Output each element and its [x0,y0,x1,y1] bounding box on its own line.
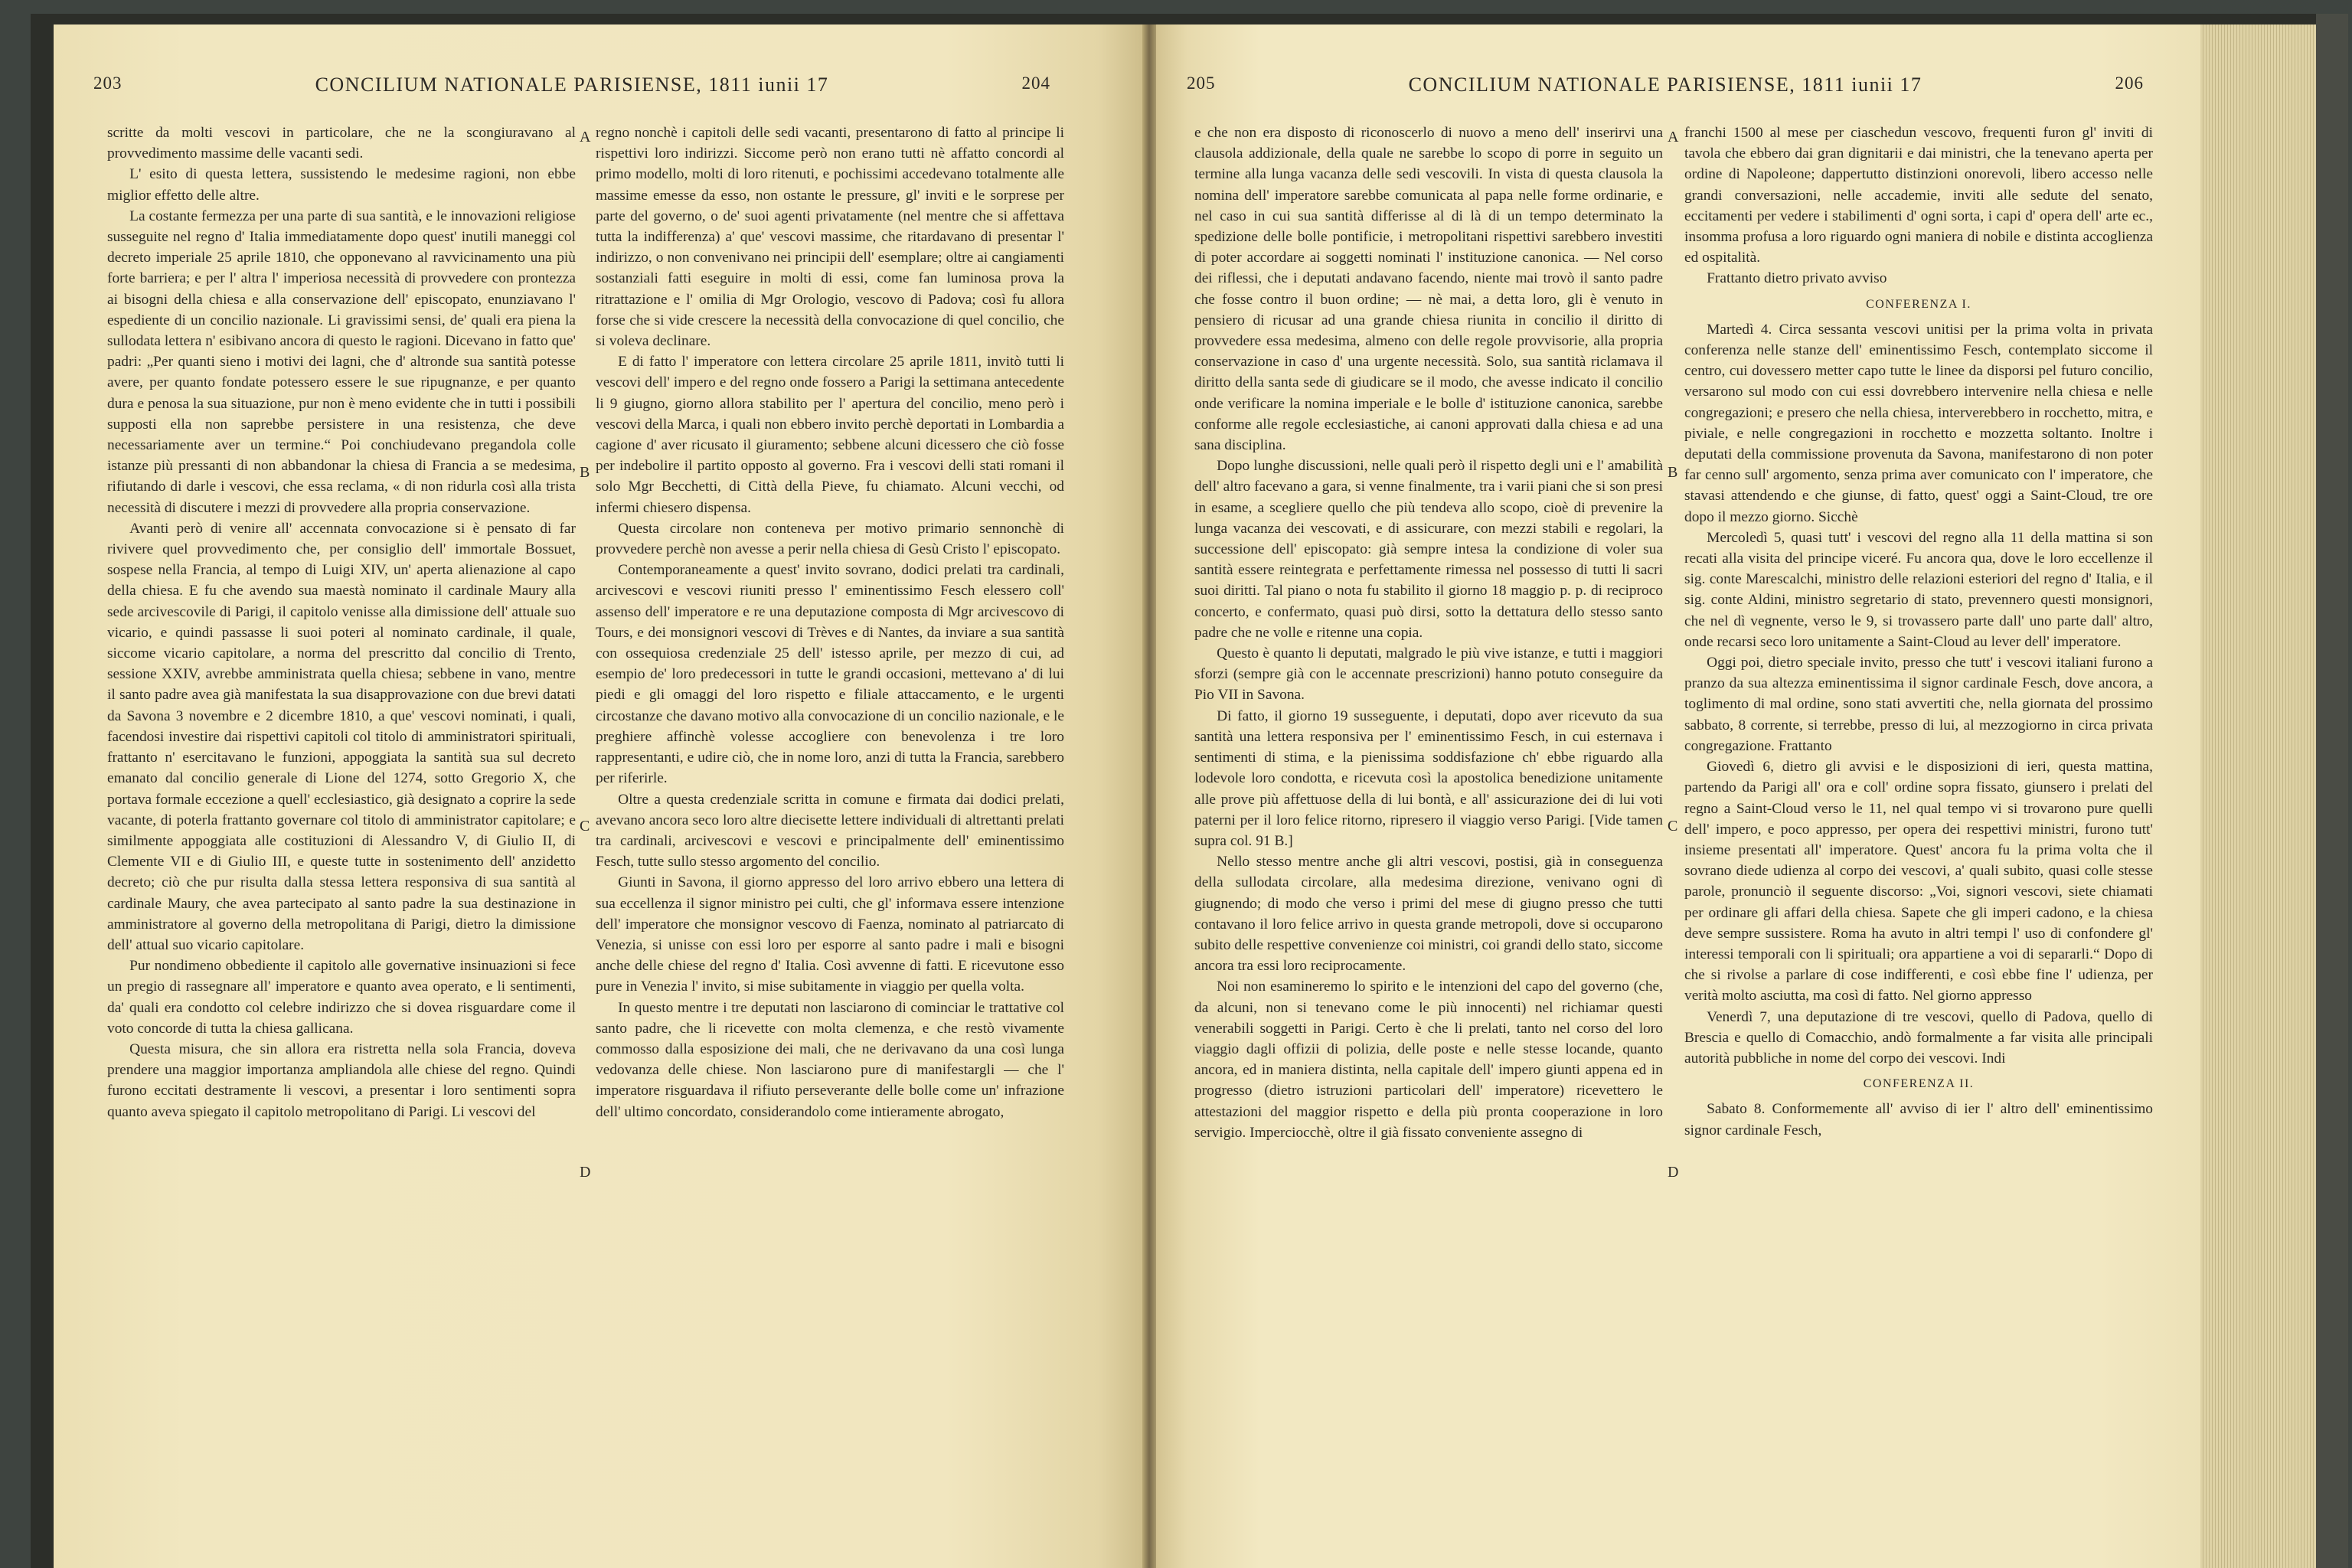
right-page-header [1187,74,2144,104]
paragraph: Martedì 4. Circa sessanta vescovi unitisi per la prima volta in privata conferenza nelle stanze dell' eminentissimo Fesch, contemplato siccome il centro, cui dovessero metter capo tutte le linee da disporsi pel futuro concilio, versarono sul modo con cui essi dovrebbero intervenire nella chiesa e nelle congregazioni; e presero che nella chiesa, interverebbero in rocchetto, mitra, e piviale, e nelle congregazioni in rocchetto e mozzetta soltanto. Inoltre i deputati della commissione provenuta da Savona, manifestarono di non poter far cenno sull' argomento, senza prima aver comunicato con l' imperatore, che stavasi attendendo e che giunse, di fatto, quest' oggi a Saint-Cloud, tre ore dopo il mezzo giorno. Sicchè [1684,321,2153,525]
paragraph: Di fatto, il giorno 19 susseguente, i deputati, dopo aver ricevuto da sua santità una lettera responsiva per l' eminentissimo Fesch, in cui esternava i sentimenti di stima, e la pienissima soddisfazione ch' ebbe riguardo alla lodevole loro condotta, e ricevuta così la apostolica benedizione unitamente alle prove più affettuose della di lui bontà, e all' assicurazione dei di lui voti paterni per il loro felice ritorno, ripresero il viaggio verso Parigi. [Vide tamen supra col. 91 B.] [1194,707,1663,849]
page-number: 204 [1021,74,1050,93]
left-page-column-1 [107,122,576,1554]
paragraph: Questa circolare non conteneva per motivo primario sennonchè di provvedere perchè non avesse a perir nella chiesa di Gesù Cristo l' episcopato. [596,520,1064,558]
left-page-header [93,74,1050,104]
paragraph: Pur nondimeno obbediente il capitolo alle governative insinuazioni si fece un pregio di rassegnare all' imperatore e quanto avea operato, e li sentimenti, da' quali era condotto col celebre indirizzo che si dovea risguardare come il voto concorde di tutta la chiesa gallicana. [107,958,576,1037]
paragraph: Dopo lunghe discussioni, nelle quali però il rispetto degli uni e l' amabilità dell' altro facevano a gara, si venne finalmente, tra i varii piani che si son presi in esame, a scegliere quello che più tendeva allo scopo, cioè di prevenire la lunga vacanza dei vescovati, e di assicurare, con mezzi stabili e regolari, la successione dell' episcopato: già sempre intesa la condizione di voler sua santità essere reintegrata e perfettamente rimessa nel possesso di tutti li sacri suoi diritti. Tal piano o nota fu stabilito il giorno 18 maggio p. p. di reciproco concerto, e confermato, quasi può dirsi, sotto la dettatura dello stesso santo padre che ne volle e ritenne una copia. [1194,458,1663,641]
book-cover-edge [2316,14,2348,1568]
paragraph: Avanti però di venire all' accennata convocazione si è pensato di far rivivere quel provvedimento che, per consiglio dell' immortale Bossuet, sospese nella Francia, al tempo di Luigi XIV, un' aperta alienazione al capo della chiesa. E fu che avendo sua maestà nominato il cardinale Maury alla sede arcivescovile di Parigi, il capitolo venisse alla dimissione dell' attuale suo vicario, e quindi passasse li suoi poteri al nominato cardinale, il quale, siccome vicario capitolare, a norma del prescritto dal concilio di Trento, sessione XXIV, avrebbe amministrata quella chiesa; sebbene in vano, mentre il santo padre avea già manifestata la sua disapprovazione con due brevi datati da Savona 3 novembre e 2 dicembre 1810, a que' vescovi nominati, i quali, facendosi investire dai rispettivi capitoli col titolo di amministratori spirituali, frattanto n' esercitavano le funzioni, appoggiata la santità sua sul decreto emanato dal concilio generale di Lione del 1274, sotto Gregorio X, che portava formale eccezione a quell' ecclesiastico, già designato a coprire la sede vacante, di poterla frattanto governare col titolo di amministrator capitolare; e similmente appoggiata alle costituzioni di Alessandro V, di Giulio II, di Clemente VII e di Giulio III, e queste tutte in sostenimento dell' anzidetto decreto; ciò che pur risulta dalla stessa lettera responsiva di sua santità al cardinale Maury, che avea partecipato al santo padre la sua destinazione in amministratore al governo della metropolitana di Parigi, dietro la dimissione dell' attual suo vicario capitolare. [107,520,576,953]
margin-letter: A [580,129,591,145]
paragraph: La costante fermezza per una parte di sua santità, e le innovazioni religiose susseguite nel regno d' Italia immediatamente dopo quest' inutili maneggi col decreto imperiale 25 aprile 1810, che opponevano al ravvicinamento una più forte barriera; e per l' altra l' imperiosa necessità di provvedere con prontezza ai bisogni della chiesa e alla conservazione dell' episcopato, enunziavano l' espediente di un concilio nazionale. Li gravissimi sensi, de' quali era piena la sullodata lettera n' esibivano ancora di questo le ragioni. Dicevano in fatto que' padri: „Per quanti sieno i motivi dei lagni, che d' altronde sua santità potesse avere, per quanto fondate potessero essere le sue ripugnanze, e per quanto dura e penosa la sua situazione, pur non è meno evidente che in tutti i possibili supposti ella non saprebbe persistere in una resistenza, che deve necessariamente aver un termine.“ Poi conchiudevano pregandola colle istanze più pressanti di non abbandonar la chiesa di Francia a se medesima, rifiutando di darle i vescovi, che essa reclama, « di non ridurla così alla trista necessità di discutere i mezzi di provvedere alla propria conservazione. [107,207,576,516]
left-page-column-2 [596,122,1064,1554]
paragraph: Mercoledì 5, quasi tutt' i vescovi del regno alla 11 della mattina si son recati alla visita del principe viceré. Fu ancora qua, dove le loro eccellenze il sig. conte Marescalchi, ministro delle relazioni esteriori del regno d' Italia, e il sig. conte Aldini, ministro segretario di stato, prevennero questi monsignori, che nel dì vegnente, verso le 9, si trovassero parte dall' uno parte dall' altro, onde recarsi seco loro unitamente a Saint-Cloud au lever dell' imperatore. [1684,529,2153,650]
paragraph: L' esito di questa lettera, sussistendo le medesime ragioni, non ebbe miglior effetto delle altre. [107,166,576,204]
left-page [54,24,1142,1568]
paragraph: Noi non esamineremo lo spirito e le intenzioni del capo del governo (che, da alcuni, non si tenevano come le più innocenti) nel richiamar questi venerabili soggetti in Parigi. Certo è che li prelati, tanto nel corso del loro viaggio dagli offizii di polizia, delle poste e nelle stesse locande, quanto ancora, ed in maniera distinta, nella capitale dell' impero giunti appena ed in progresso (dietro istruzioni particolari dell' imperatore) ricevettero le attestazioni del maggior rispetto e della più pronta cooperazione in loro servigio. Imperciocchè, oltre il già fissato conveniente assegno di [1194,978,1663,1141]
paragraph: Questo è quanto li deputati, malgrado le più vive istanze, e tutti i maggiori sforzi (sempre già con le accennate prescrizioni) hanno potuto conseguire da Pio VII in Savona. [1194,645,1663,704]
margin-letter: A [1668,129,1679,145]
paragraph: Oltre a questa credenziale scritta in comune e firmata dai dodici prelati, avevano ancora seco loro altre diecisette lettere individuali di altrettanti prelati tra cardinali, arcivescovi e vescovi e principalmente dell' eminentissimo Fesch, tutte sullo stesso argomento del concilio. [596,791,1064,871]
paragraph: In questo mentre i tre deputati non lasciarono di cominciar le trattative col santo padre, che li ricevette con molta clemenza, e che restò vivamente commosso dalla esposizione dei mali, che ne derivavano da una così lunga vedovanza delle chiese. Non lasciarono pure di manifestargli — che l' imperatore risguardava il rifiuto perseverante delle bolle come un' infrazione dell' ultimo concordato, considerandolo come intieramente abrogato, [596,999,1064,1120]
page-edges [2200,24,2335,1568]
running-title: CONCILIUM NATIONALE PARISIENSE, 1811 iunii 17 [1408,74,1922,96]
page-number: 206 [2115,74,2144,93]
margin-letter: D [580,1164,591,1181]
margin-letter: D [1668,1164,1679,1181]
right-page-column-2 [1684,122,2153,1554]
paragraph: regno nonchè i capitoli delle sedi vacanti, presentarono di fatto al principe li rispettivi loro indirizzi. Siccome però non erano tutti nè affatto concordi al primo modello, molti di loro ritenuti, e pochissimi accedevano totalmente alle massime emesse da esso, non ostante le pressure, gl' inviti e le sorprese per parte del governo, o de' suoi agenti privatamente (nel mentre che si affettava tutta la indifferenza) a' que' vescovi massime, che ritardavano di presentar l' indirizzo, o non convenivano nei principii dell' esemplare; oltre ai cangiamenti sostanziali fatti eseguire in molti di essi, come fan luminosa prova la ritrattazione e l' omilia di Mgr Orologio, vescovo di Padova; così fu allora forse che si vide crescere la necessità della convocazione di quel concilio, che si voleva declinare. [596,125,1064,350]
paragraph: Oggi poi, dietro speciale invito, presso che tutt' i vescovi italiani furono a pranzo da sua altezza eminentissima il signor cardinale Fesch, dove ancora, a toglimento di mal ordine, sono stati avvertiti che, nella giornata del prossimo sabbato, 8 corrente, si terrebbe, presso di lui, al mezzogiorno in circa privata congregazione. Frattanto [1684,655,2153,754]
right-page [1156,24,2200,1568]
paragraph: Sabato 8. Conformemente all' avviso di ier l' altro dell' eminentissimo signor cardinale Fesch, [1684,1101,2153,1138]
gutter [1142,24,1156,1568]
section-heading: CONFERENZA I. [1866,297,1971,311]
page-number: 203 [93,74,122,93]
paragraph: Giunti in Savona, il giorno appresso del loro arrivo ebbero una lettera di sua eccellenza il signor ministro pei culti, che gl' informava essere intenzione dell' imperatore che monsignor vescovo di Faenza, nominato al patriarcato di Venezia, si unisse con essi loro per esporre al santo padre i mali e bisogni anche delle chiese del regno d' Italia. Così avvenne di fatti. E ricevutone esso pure in Venezia l' invito, si mise subitamente in viaggio per quella volta. [596,874,1064,995]
paragraph: Frattanto dietro privato avviso [1707,270,1887,287]
running-title: CONCILIUM NATIONALE PARISIENSE, 1811 iunii 17 [315,74,829,96]
right-page-column-1 [1194,122,1663,1554]
paragraph: franchi 1500 al mese per ciaschedun vescovo, frequenti furon gl' inviti di tavola che ebbero dai gran dignitarii e dai ministri, che la tenevano aperta per ordine di Napoleone; dappertutto distinzioni onorevoli, libero accesso nelle grandi conversazioni, nelle accademie, inviti alle sedute del senato, eccitamenti per vedere i stabilimenti d' ogni sorta, i capi d' opera dell' arte ec., insomma profusa a loro riguardo ogni maniera di nobile e distinta accoglienza ed ospitalità. [1684,125,2153,266]
margin-letter: C [580,818,590,835]
paragraph: Nello stesso mentre anche gli altri vescovi, postisi, già in conseguenza della sullodata circolare, alla medesima direzione, venivano ogni dì giugnendo; di modo che verso i primi del mese di giugno presso che tutti contavano il loro felice arrivo in questa grande metropoli, dove si occuparono subito delle respettive convenienze coi ministri, coi grandi dello stato, siccome ancora tra essi loro reciprocamente. [1194,854,1663,975]
paragraph: Contemporaneamente a quest' invito sovrano, dodici prelati tra cardinali, arcivescovi e vescovi riuniti presso l' eminentissimo Fesch elessero coll' assenso dell' imperatore e re una deputazione composta di Mgr arcivescovo di Tours, e dei monsignori vescovi di Trèves e di Nantes, da inviare a sua santità con ossequiosa credenziale 25 dell' istesso aprile, per mezzo di cui, ad esempio de' loro predecessori in tutte le grandi occasioni, mettevano a' di lui piedi e gli omaggi del loro rispetto e filiale attaccamento, e le urgenti circostanze che davano motivo alla convocazione di un concilio nazionale, e le preghiere affinchè volesse accogliere con benevolenza i tre loro rappresentanti, e udire ciò, che in nome loro, anzi di tutta la Francia, sarebbero per riferirle. [596,562,1064,787]
paragraph: Giovedì 6, dietro gli avvisi e le disposizioni di ieri, questa mattina, partendo da Parigi all' ora e coll' ordine sopra fissato, giunsero i prelati del regno a Saint-Cloud verso le 11, nel qual tempo vi si trovarono pure quelli dell' impero, e poco appresso, per opera dei respettivi ministri, furono tutt' insieme presentati all' imperatore. Quest' ancora fu la prima volta che il sovrano diede udienza al corpo dei vescovi, a' quali subito, quasi colle stesse parole, pronunciò il seguente discorso: „Voi, signori vescovi, siete chiamati per ordinare gli affari della chiesa. Sapete che gli imperi cadono, e la chiesa deve sempre sussistere. Roma ha avuto in altri tempi l' uso di confondere gl' interessi temporali con li spirituali; ora appartiene a voi di separarli.“ Dopo di che si rivolse a parlare di cose indifferenti, e così ebbe fine l' udienza, per verità molto asciutta, ma così di fatto. Nel giorno appresso [1684,759,2153,1004]
paragraph: e che non era disposto di riconoscerlo di nuovo a meno dell' inserirvi una clausola addizionale, della quale ne sarebbe lo scopo di porre in seguito un termine alla lunga vacanza delle sedi vescovili. In vista di questa clausola la nomina dell' imperatore sarebbe comunicata al papa nelle forme ordinarie, e nel caso in cui sua santità differisse al di là di un tempo determinato la spedizione delle bolle pontificie, i metropolitani rispettivi sarebbero investiti di poter accordare ai soggetti nominati l' instituzione canonica. — Nel corso dei riflessi, che i deputati andavano facendo, niente mai trovò il santo padre che fosse contro il buon ordine; — nè mai, a detta loro, gli è venuto in pensiero di ricusar ad una grande chiesa riunita in concilio il diritto di provvedere essa medesima, almeno con delle regole provvisorie, alla propria conservazione in caso d' una urgente necessità. Solo, sua santità riclamava il diritto della santa sede di giudicare se il modo, che avesse indicato il concilio onde verificare la nomina imperiale e le bolle d' istituzione canonica, sarebbe conforme alle regole ecclesiastiche, ai canoni approvati dalla chiesa e ad una sana disciplina. [1194,125,1663,454]
paragraph: Venerdì 7, una deputazione di tre vescovi, quello di Padova, quello di Brescia e quello di Comacchio, andò formalmente a far visita alle principali autorità pubbliche in nome del corpo dei vescovi. Indi [1684,1008,2153,1067]
paragraph: Questa misura, che sin allora era ristretta nella sola Francia, doveva prendere una maggior importanza ampliandola alle chiese del regno. Quindi furono eccitati destramente li vescovi, a presentar i loro sentimenti sopra quanto aveva spiegato il capitolo metropolitano di Parigi. Li vescovi del [107,1040,576,1120]
margin-letter: B [1668,464,1678,481]
margin-letter: B [580,464,590,481]
paragraph: E di fatto l' imperatore con lettera circolare 25 aprile 1811, invitò tutti li vescovi dell' impero e del regno onde fossero a Parigi la settimana antecedente li 9 giugno, giorno allora stabilito per l' apertura del concilio, meno però i vescovi della Marca, i quali non ebbero invito perchè deportati in Lombardia a cagione d' aver ricusato il giuramento; sebbene alcuni dicessero che ciò fosse per indebolire il partito opposto al governo. Fra i vescovi delli stati romani il solo Mgr Becchetti, di Città della Pieve, fu chiamato. Alcuni vecchi, od infermi chiesero dispensa. [596,354,1064,516]
paragraph: scritte da molti vescovi in particolare, che ne la scongiuravano al provvedimento massime delle vacanti sedi. [107,125,576,162]
margin-letter: C [1668,818,1678,835]
page-number: 205 [1187,74,1216,93]
section-heading: CONFERENZA II. [1863,1077,1975,1091]
open-book [31,14,2335,1568]
